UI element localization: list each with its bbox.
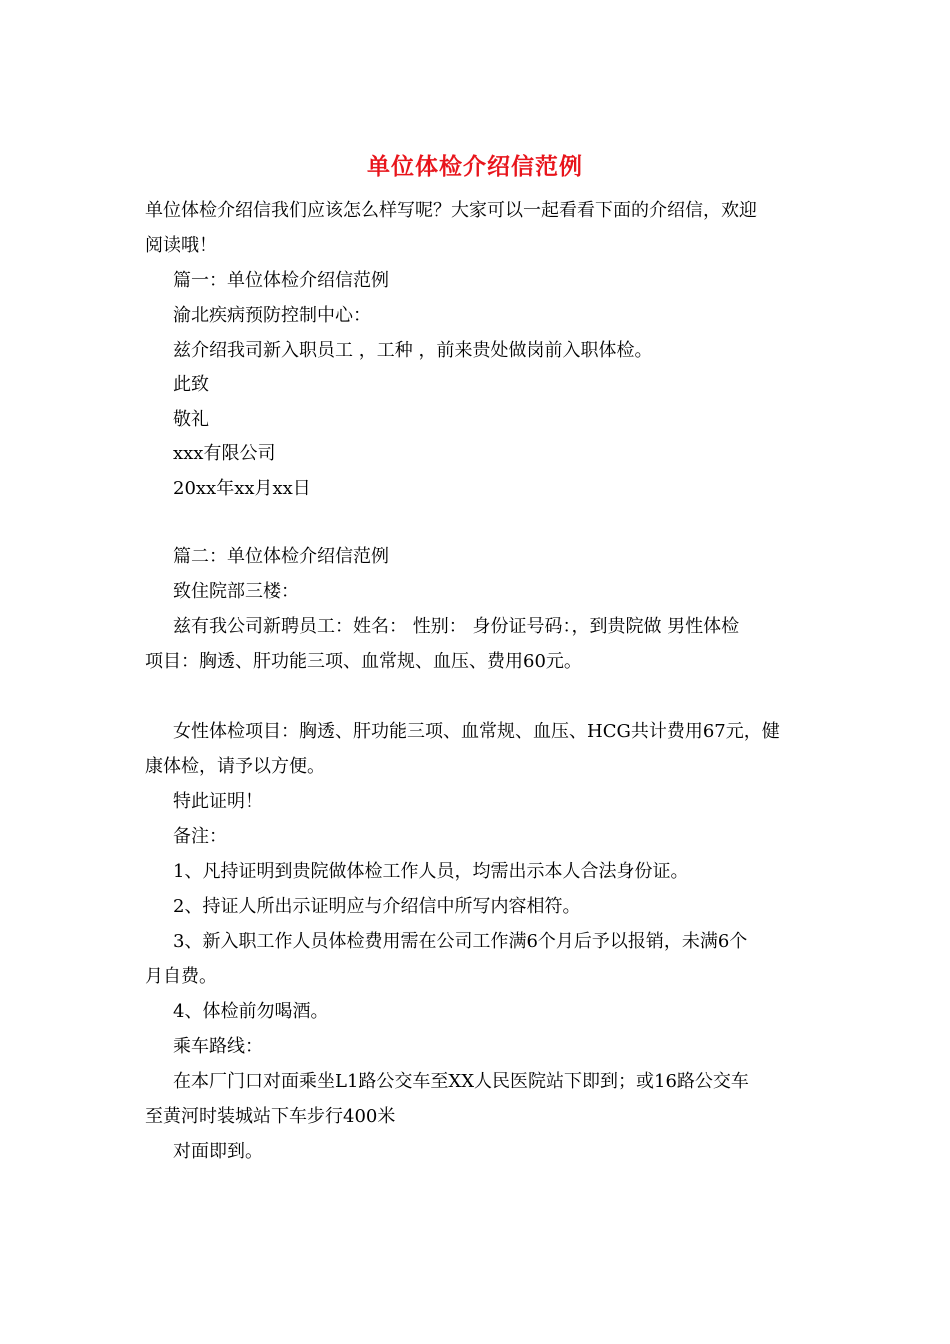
letter2-body-line-2: 项目：胸透、肝功能三项、血常规、血压、费用60元。 — [145, 651, 582, 672]
letter1-closing-1: 此致 — [173, 374, 209, 395]
note-4: 4、体检前勿喝酒。 — [173, 1001, 329, 1022]
intro-line-2: 阅读哦！ — [145, 235, 217, 256]
female-items-line-1: 女性体检项目：胸透、肝功能三项、血常规、血压、HCG共计费用67元，健 — [173, 721, 780, 742]
route-line-1: 在本厂门口对面乘坐L1路公交车至XX人民医院站下即到；或16路公交车 — [173, 1071, 749, 1092]
letter2-body-line-1: 兹有我公司新聘员工：姓名： 性别： 身份证号码：，到贵院做 男性体检 — [173, 616, 740, 637]
note-1: 1、凡持证明到贵院做体检工作人员，均需出示本人合法身份证。 — [173, 861, 689, 882]
letter2-recipient: 致住院部三楼： — [173, 581, 299, 602]
letter2-heading: 篇二：单位体检介绍信范例 — [173, 546, 389, 567]
letter1-date: 20xx年xx月xx日 — [173, 478, 311, 499]
note-3-line-2: 月自费。 — [145, 966, 217, 987]
route-line-2: 至黄河时装城站下车步行400米 — [145, 1106, 396, 1127]
certify-text: 特此证明！ — [173, 791, 263, 812]
letter1-heading: 篇一：单位体检介绍信范例 — [173, 270, 389, 291]
female-items-line-2: 康体检，请予以方便。 — [145, 756, 325, 777]
letter1-closing-2: 敬礼 — [173, 409, 209, 430]
intro-line-1: 单位体检介绍信我们应该怎么样写呢？大家可以一起看看下面的介绍信，欢迎 — [145, 200, 757, 221]
letter1-recipient: 渝北疾病预防控制中心： — [173, 305, 371, 326]
route-line-3: 对面即到。 — [173, 1141, 263, 1162]
note-2: 2、持证人所出示证明应与介绍信中所写内容相符。 — [173, 896, 581, 917]
note-3-line-1: 3、新入职工作人员体检费用需在公司工作满6个月后予以报销，未满6个 — [173, 931, 748, 952]
document-title: 单位体检介绍信范例 — [367, 153, 583, 180]
letter1-company: xxx有限公司 — [173, 443, 276, 464]
notes-label: 备注： — [173, 826, 227, 847]
letter1-body: 兹介绍我司新入职员工 ，工种 ，前来贵处做岗前入职体检。 — [173, 340, 653, 361]
route-label: 乘车路线： — [173, 1036, 263, 1057]
